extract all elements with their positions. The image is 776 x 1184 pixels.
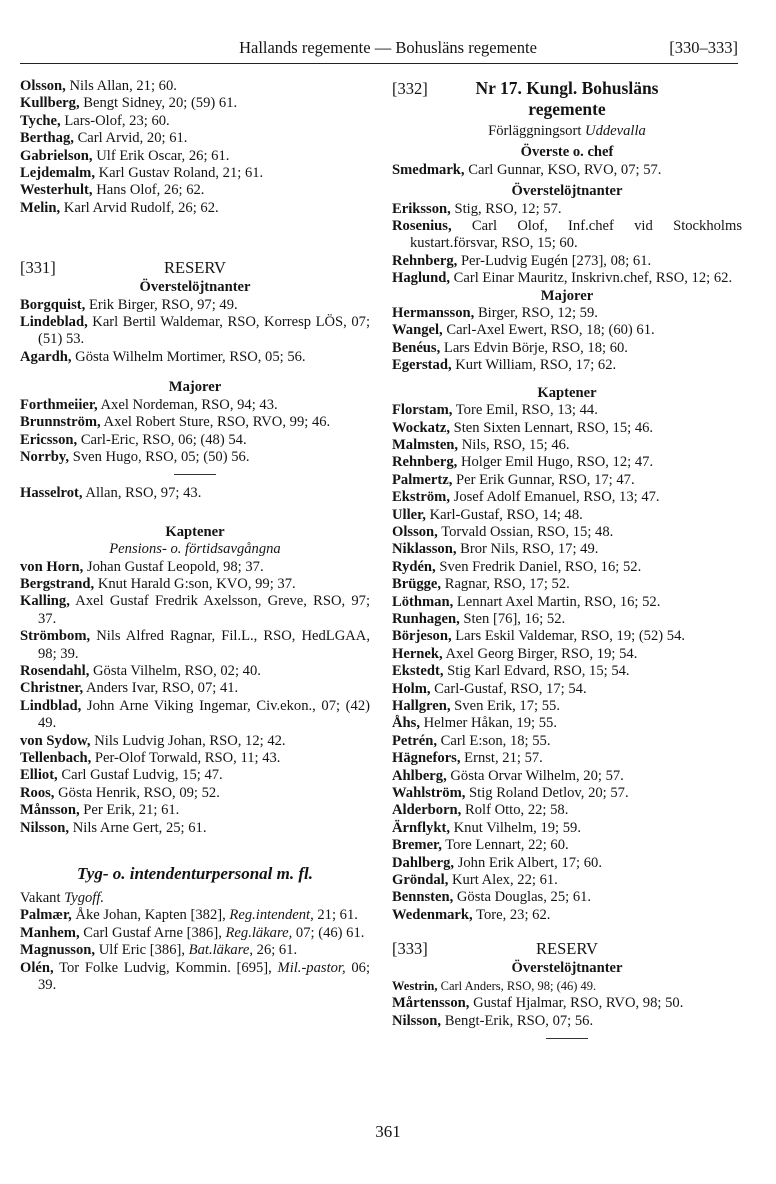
entry-details: Nils Ludvig Johan, RSO, 12; 42. <box>94 732 286 749</box>
entry-details: Carl Olof, Inf.chef vid Stockholms kustart.försvar, RSO, 15; 60. <box>410 218 742 252</box>
entry-details: Per Erik Gunnar, RSO, 17; 47. <box>456 471 635 488</box>
roster-entry <box>392 594 742 611</box>
roster-entry <box>20 485 370 502</box>
roster-entry <box>20 942 370 959</box>
reserve-overstelojtnanter-list <box>392 978 742 1030</box>
extra-list <box>20 485 370 502</box>
entry-surname: Holm, <box>392 680 431 697</box>
entry-surname: Olsson, <box>392 523 438 540</box>
vakant-label: Vakant <box>20 890 61 907</box>
roster-entry <box>20 663 370 680</box>
roster-entry <box>392 524 742 541</box>
entry-surname: Ericsson, <box>20 431 78 448</box>
entry-details: Carl Anders, RSO, 98; (46) 49. <box>440 978 597 993</box>
entry-surname: Hägnefors, <box>392 750 461 767</box>
entry-surname: Ekstedt, <box>392 663 444 680</box>
entry-details: Axel Georg Birger, RSO, 19; 54. <box>445 645 638 662</box>
roster-entry <box>20 802 370 819</box>
regiment-title-2: regemente <box>528 99 606 119</box>
entry-surname: Strömbom, <box>20 628 91 645</box>
entry-years: 21; 61. <box>317 907 358 924</box>
entry-details: Axel Robert Sture, RSO, RVO, 99; 46. <box>103 414 331 431</box>
entry-details: Allan, RSO, 97; 43. <box>85 485 202 502</box>
entry-details: Hans Olof, 26; 62. <box>96 182 205 199</box>
entry-details: Anders Ivar, RSO, 07; 41. <box>85 680 239 697</box>
entry-surname: Bennsten, <box>392 889 454 906</box>
running-header <box>0 38 776 64</box>
entry-surname: Hermansson, <box>392 305 475 322</box>
roster-entry <box>20 297 370 314</box>
header-rule <box>20 63 738 64</box>
entry-details: Gösta Henrik, RSO, 09; 52. <box>58 784 220 801</box>
entry-details: Axel Nordeman, RSO, 94; 43. <box>100 396 278 413</box>
rank-heading: Kaptener <box>537 384 597 401</box>
roster-entry <box>20 314 370 349</box>
chef-list <box>392 162 742 179</box>
entry-surname: von Sydow, <box>20 732 91 749</box>
entry-surname: Lejdemalm, <box>20 165 95 182</box>
entry-details: Carl Gustaf Ludvig, 15; 47. <box>61 767 223 784</box>
roster-entry <box>392 305 742 322</box>
rank-heading: Överstelöjtnanter <box>139 279 251 296</box>
entry-details: Knut Vilhelm, 19; 59. <box>453 819 582 836</box>
entry-role: Reg.läkare, <box>225 924 293 941</box>
entry-surname: Malmsten, <box>392 436 459 453</box>
entry-details: John Erik Albert, 17; 60. <box>457 854 602 871</box>
entry-details: Birger, RSO, 12; 59. <box>477 305 598 322</box>
entry-details: Stig, RSO, 12; 57. <box>454 200 562 217</box>
roster-entry <box>20 698 370 733</box>
entry-surname: Wockatz, <box>392 419 450 436</box>
roster-entry <box>392 253 742 270</box>
vakant-entry <box>20 890 370 907</box>
entry-details: Gösta Orvar Wilhelm, 20; 57. <box>450 767 624 784</box>
entry-details: Per-Olof Torwald, RSO, 11; 43. <box>94 750 281 766</box>
roster-entry <box>392 663 742 680</box>
entry-years: 26; 61. <box>256 942 298 959</box>
roster-entry <box>20 960 370 995</box>
roster-entry <box>392 357 742 374</box>
entry-role: Bat.läkare, <box>188 942 253 959</box>
entry-details: Ernst, 21; 57. <box>464 750 543 767</box>
roster-entry <box>392 420 742 437</box>
roster-entry <box>392 454 742 471</box>
entry-details: Erik Birger, RSO, 97; 49. <box>88 296 238 313</box>
entry-surname: Melin, <box>20 199 61 216</box>
entry-surname: Rehnberg, <box>392 454 458 471</box>
garrison-label: Förläggningsort <box>488 123 582 139</box>
roster-entry <box>392 750 742 767</box>
roster-entry <box>20 750 370 767</box>
entry-surname: Lindeblad, <box>20 314 88 331</box>
entry-surname: Runhagen, <box>392 610 460 627</box>
rank-heading: Kaptener <box>165 523 225 540</box>
entry-details: Carl Arvid, 20; 61. <box>77 130 188 147</box>
roster-entry <box>392 855 742 872</box>
roster-entry <box>20 593 370 628</box>
entry-details: Sven Erik, 17; 55. <box>454 698 560 714</box>
entry-surname: von Horn, <box>20 558 84 575</box>
entry-surname: Ahlberg, <box>392 767 447 784</box>
entry-details: Carl Gunnar, KSO, RVO, 07; 57. <box>468 161 662 178</box>
rank-heading: Överstelöjtnanter <box>511 960 623 977</box>
entry-details: Lennart Axel Martin, RSO, 16; 52. <box>456 593 661 610</box>
roster-entry <box>20 397 370 414</box>
roster-entry <box>392 437 742 454</box>
regiment-title: Nr 17. Kungl. Bohusläns <box>475 78 659 98</box>
rank-heading: Majorer <box>540 287 594 304</box>
roster-entry <box>392 402 742 419</box>
entry-surname: Wedenmark, <box>392 906 473 923</box>
entry-years: 06; 39. <box>38 959 370 994</box>
roster-entry <box>392 768 742 785</box>
roster-entry <box>392 715 742 732</box>
entry-surname: Nilsson, <box>392 1012 442 1029</box>
entry-details: Kurt Alex, 22; 61. <box>452 872 558 889</box>
overstelojtnanter-list <box>392 201 742 288</box>
section-number: [331] <box>20 258 56 278</box>
entry-details: Sven Hugo, RSO, 05; (50) 56. <box>72 448 250 465</box>
tyg-heading: Tyg- o. intendenturpersonal m. fl. <box>77 864 313 884</box>
entry-surname: Christner, <box>20 680 84 697</box>
entry-surname: Smedmark, <box>392 161 465 178</box>
entry-surname: Florstam, <box>392 402 453 419</box>
entry-details: Karl Gustav Roland, 21; 61. <box>98 165 264 182</box>
roster-entry <box>20 432 370 449</box>
entry-details: Karl-Gustaf, RSO, 14; 48. <box>429 506 583 523</box>
roster-entry <box>392 611 742 628</box>
entry-details: Bengt-Erik, RSO, 07; 56. <box>444 1012 594 1029</box>
roster-entry <box>20 78 370 95</box>
roster-entry <box>392 889 742 906</box>
roster-entry <box>392 837 742 854</box>
entry-surname: Rydén, <box>392 558 436 575</box>
divider <box>174 474 216 475</box>
entry-details: Bengt Sidney, 20; (59) 61. <box>83 95 238 112</box>
entry-surname: Eriksson, <box>392 200 451 217</box>
entry-details: Bror Nils, RSO, 17; 49. <box>460 541 599 558</box>
entry-surname: Manhem, <box>20 924 80 941</box>
entry-surname: Hernek, <box>392 645 443 662</box>
entry-surname: Gröndal, <box>392 872 449 889</box>
roster-list-1 <box>20 78 370 217</box>
section-title: RESERV <box>164 258 226 278</box>
garrison-line <box>392 123 742 140</box>
roster-entry <box>392 340 742 357</box>
section-number: [333] <box>392 939 428 959</box>
entry-surname: Ekström, <box>392 489 450 506</box>
roster-entry <box>392 872 742 889</box>
page-number: 361 <box>375 1122 401 1141</box>
roster-entry <box>392 218 742 253</box>
entry-details: Per Erik, 21; 61. <box>83 802 180 819</box>
roster-entry <box>392 162 742 179</box>
roster-entry <box>20 907 370 924</box>
entry-details: Torvald Ossian, RSO, 15; 48. <box>441 523 614 540</box>
roster-entry <box>392 559 742 576</box>
entry-surname: Kullberg, <box>20 95 80 112</box>
entry-surname: Rehnberg, <box>392 252 458 269</box>
entry-details: Stig Karl Edvard, RSO, 15; 54. <box>447 663 630 680</box>
entry-surname: Palmertz, <box>392 471 453 488</box>
roster-entry <box>392 322 742 339</box>
entry-details: Knut Harald G:son, KVO, 99; 37. <box>97 575 296 592</box>
roster-entry <box>20 200 370 217</box>
roster-entry <box>20 182 370 199</box>
roster-entry <box>20 148 370 165</box>
entry-surname: Berthag, <box>20 130 74 147</box>
roster-entry <box>392 541 742 558</box>
entry-role: Mil.-pastor, <box>277 959 346 976</box>
entry-surname: Tellenbach, <box>20 750 92 766</box>
section-range: [330–333] <box>669 38 738 57</box>
roster-entry <box>392 628 742 645</box>
roster-entry <box>392 802 742 819</box>
entry-surname: Wahlström, <box>392 785 466 802</box>
roster-entry <box>20 559 370 576</box>
entry-surname: Hallgren, <box>392 698 451 714</box>
rank-heading: Överstelöjtnanter <box>511 183 623 200</box>
entry-details: Carl Gustaf Arne [386], <box>83 924 222 941</box>
roster-entry <box>20 925 370 942</box>
roster-entry <box>392 995 742 1012</box>
entry-details: Nils, RSO, 15; 46. <box>461 436 570 453</box>
entry-surname: Mårtensson, <box>392 995 470 1012</box>
roster-entry <box>20 628 370 663</box>
running-title: Hallands regemente — Bohusläns regemente <box>239 38 537 57</box>
tyg-list <box>20 907 370 994</box>
entry-details: Tore Emil, RSO, 13; 44. <box>455 402 598 419</box>
entry-surname: Rosenius, <box>392 218 452 235</box>
entry-surname: Tyche, <box>20 112 61 129</box>
section-title: RESERV <box>536 939 598 959</box>
entry-details: Gösta Douglas, 25; 61. <box>456 889 592 906</box>
entry-details: Sten Sixten Lennart, RSO, 15; 46. <box>453 419 654 436</box>
entry-surname: Hasselrot, <box>20 485 83 502</box>
left-column <box>20 78 370 994</box>
roster-entry <box>392 698 742 715</box>
entry-details: Lars Eskil Valdemar, RSO, 19; (52) 54. <box>455 628 686 645</box>
roster-entry <box>20 165 370 182</box>
entry-details: Stig Roland Detlov, 20; 57. <box>469 785 629 802</box>
entry-details: Ulf Erik Oscar, 26; 61. <box>96 147 230 164</box>
entry-details: Carl Einar Mauritz, Inskrivn.chef, RSO, 12; 62. <box>453 270 733 287</box>
rank-subheading: Pensions- o. förtidsavgångna <box>109 541 281 558</box>
entry-details: Johan Gustaf Leopold, 98; 37. <box>86 558 264 575</box>
entry-details: Åke Johan, Kapten [382], <box>75 907 226 924</box>
entry-surname: Löthman, <box>392 593 454 610</box>
entry-details: Sten [76], 16; 52. <box>463 610 566 627</box>
section-333-header <box>392 938 742 960</box>
entry-details: Gustaf Hjalmar, RSO, RVO, 98; 50. <box>473 995 684 1012</box>
entry-surname: Elliot, <box>20 767 58 784</box>
roster-entry <box>392 489 742 506</box>
roster-entry <box>392 646 742 663</box>
entry-surname: Benéus, <box>392 339 441 356</box>
right-column <box>392 78 742 1049</box>
vakant-role: Tygoff. <box>64 890 105 907</box>
entry-details: Axel Gustaf Fredrik Axelsson, Greve, RSO, 97; 37. <box>38 593 371 627</box>
entry-details: Ragnar, RSO, 17; 52. <box>444 576 570 593</box>
entry-surname: Bremer, <box>392 837 442 854</box>
entry-details: Carl-Gustaf, RSO, 17; 54. <box>434 680 587 697</box>
roster-entry <box>20 785 370 802</box>
entry-details: Nils Alfred Ragnar, Fil.L., RSO, HedLGAA, 98; 39. <box>38 628 370 662</box>
roster-entry <box>392 820 742 837</box>
entry-details: Carl-Eric, RSO, 06; (48) 54. <box>80 431 247 448</box>
entry-surname: Rosendahl, <box>20 662 90 679</box>
entry-surname: Borgquist, <box>20 296 86 313</box>
entry-surname: Westerhult, <box>20 182 93 199</box>
entry-surname: Uller, <box>392 506 426 523</box>
entry-details: Lars Edvin Börje, RSO, 18; 60. <box>443 339 628 356</box>
entry-details: Josef Adolf Emanuel, RSO, 13; 47. <box>453 489 660 506</box>
roster-entry <box>392 681 742 698</box>
entry-surname: Månsson, <box>20 802 80 819</box>
roster-entry <box>392 507 742 524</box>
entry-details: Nils Allan, 21; 60. <box>69 78 177 94</box>
entry-surname: Petrén, <box>392 732 437 749</box>
entry-surname: Gabrielson, <box>20 147 93 164</box>
roster-entry <box>20 414 370 431</box>
entry-years: 07; (46) 61. <box>295 924 365 941</box>
entry-surname: Lindblad, <box>20 697 82 714</box>
entry-details: Nils Arne Gert, 25; 61. <box>72 819 207 836</box>
entry-details: Carl E:son, 18; 55. <box>440 732 551 749</box>
entry-surname: Magnusson, <box>20 942 96 959</box>
roster-entry <box>392 733 742 750</box>
section-332-header <box>392 78 742 120</box>
roster-entry <box>20 449 370 466</box>
section-331-header <box>20 257 370 279</box>
entry-surname: Brunnström, <box>20 414 101 431</box>
kaptener-list <box>392 402 742 924</box>
entry-details: Karl Arvid Rudolf, 26; 62. <box>63 199 219 216</box>
roster-entry <box>392 1013 742 1030</box>
entry-surname: Alderborn, <box>392 802 462 819</box>
roster-entry <box>392 270 742 287</box>
roster-entry <box>20 95 370 112</box>
roster-entry <box>20 349 370 366</box>
rank-heading: Majorer <box>168 379 222 396</box>
entry-details: Sven Fredrik Daniel, RSO, 16; 52. <box>439 558 642 575</box>
entry-surname: Westrin, <box>392 978 438 993</box>
entry-details: Kurt William, RSO, 17; 62. <box>455 357 617 374</box>
garrison-place: Uddevalla <box>585 123 646 139</box>
roster-entry <box>20 733 370 750</box>
entry-surname: Ärnflykt, <box>392 819 450 836</box>
entry-details: Helmer Håkan, 19; 55. <box>423 715 557 732</box>
entry-details: Ulf Eric [386], <box>98 942 186 959</box>
roster-entry <box>392 201 742 218</box>
roster-entry <box>392 576 742 593</box>
entry-surname: Norrby, <box>20 448 70 465</box>
entry-surname: Brügge, <box>392 576 442 593</box>
majorer-list <box>392 305 742 375</box>
entry-surname: Haglund, <box>392 270 450 287</box>
entry-surname: Agardh, <box>20 348 72 365</box>
entry-role: Reg.intendent, <box>229 907 314 924</box>
entry-surname: Åhs, <box>392 715 420 732</box>
overstelojtnanter-list <box>20 297 370 367</box>
entry-details: Rolf Otto, 22; 58. <box>464 802 569 819</box>
entry-details: Lars-Olof, 23; 60. <box>64 112 170 129</box>
entry-details: Tore, 23; 62. <box>476 906 551 923</box>
entry-surname: Roos, <box>20 784 55 801</box>
divider <box>546 1038 588 1039</box>
entry-surname: Nilsson, <box>20 819 70 836</box>
majorer-list <box>20 397 370 467</box>
entry-details: John Arne Viking Ingemar, Civ.ekon., 07; (42) 49. <box>38 697 370 732</box>
roster-entry <box>20 680 370 697</box>
entry-surname: Palmær, <box>20 907 72 924</box>
entry-surname: Börjeson, <box>392 628 452 645</box>
roster-entry <box>392 907 742 924</box>
entry-details: Per-Ludvig Eugén [273], 08; 61. <box>460 252 652 269</box>
entry-surname: Kalling, <box>20 593 70 610</box>
roster-entry <box>20 576 370 593</box>
section-number: [332] <box>392 79 428 98</box>
entry-surname: Bergstrand, <box>20 575 95 592</box>
entry-surname: Forthmeiier, <box>20 396 98 413</box>
roster-entry <box>392 472 742 489</box>
entry-surname: Olén, <box>20 959 54 976</box>
roster-entry <box>20 113 370 130</box>
roster-entry <box>392 785 742 802</box>
entry-details: Tor Folke Ludvig, Kommin. [695], <box>59 959 272 976</box>
entry-surname: Olsson, <box>20 78 66 94</box>
entry-surname: Niklasson, <box>392 541 457 558</box>
entry-details: Holger Emil Hugo, RSO, 12; 47. <box>460 454 654 471</box>
roster-entry <box>20 767 370 784</box>
entry-surname: Egerstad, <box>392 357 452 374</box>
entry-details: Tore Lennart, 22; 60. <box>445 837 569 854</box>
entry-surname: Dahlberg, <box>392 854 455 871</box>
roster-entry <box>392 978 742 995</box>
entry-details: Carl-Axel Ewert, RSO, 18; (60) 61. <box>446 322 655 339</box>
entry-details: Gösta Wilhelm Mortimer, RSO, 05; 56. <box>75 348 306 365</box>
roster-entry <box>20 130 370 147</box>
roster-entry <box>20 820 370 837</box>
kaptener-list <box>20 559 370 838</box>
entry-details: Karl Bertil Waldemar, RSO, Korresp LÖS, 07; (51) 53. <box>38 314 370 348</box>
entry-details: Gösta Vilhelm, RSO, 02; 40. <box>93 662 261 679</box>
entry-surname: Wangel, <box>392 322 443 339</box>
rank-heading: Överste o. chef <box>520 144 614 161</box>
